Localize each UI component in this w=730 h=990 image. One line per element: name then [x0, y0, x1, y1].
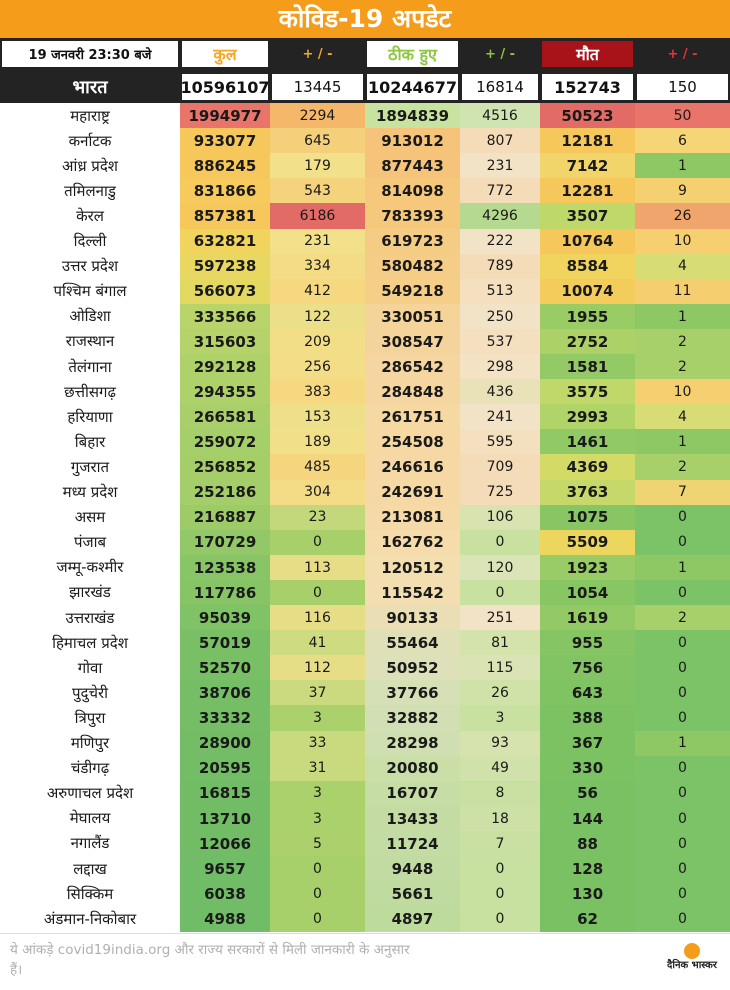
value-cell: 2 — [635, 354, 730, 380]
state-name: दिल्ली — [73, 232, 107, 251]
value-cell: 580482 — [365, 254, 460, 280]
table-row — [0, 530, 730, 555]
state-name: मणिपुर — [70, 734, 110, 753]
value-cell: 11724 — [365, 831, 460, 857]
value-cell: 4296 — [460, 203, 540, 229]
value-cell: 252186 — [180, 480, 270, 506]
value-cell: 26 — [635, 203, 730, 229]
value-cell: 292128 — [180, 354, 270, 380]
value-cell: 81 — [460, 630, 540, 656]
value-cell: 308547 — [365, 329, 460, 355]
value-cell: 12181 — [540, 128, 635, 154]
value-cell: 2 — [635, 329, 730, 355]
state-name: चंडीगढ़ — [70, 759, 110, 778]
value-cell: 2 — [635, 454, 730, 480]
value-cell: 120 — [460, 555, 540, 581]
value-cell: 9657 — [180, 856, 270, 882]
value-cell: 933077 — [180, 128, 270, 154]
value-cell: 88 — [540, 831, 635, 857]
value-cell: 9 — [635, 178, 730, 204]
value-cell: 16707 — [365, 781, 460, 807]
value-cell: 93 — [460, 731, 540, 757]
table-row — [0, 756, 730, 781]
value-cell: 144 — [540, 806, 635, 832]
india-total-row — [0, 70, 730, 103]
value-cell: 26 — [460, 680, 540, 706]
value-cell: 16815 — [180, 781, 270, 807]
value-cell: 38706 — [180, 680, 270, 706]
value-cell: 913012 — [365, 128, 460, 154]
column-header: + / - — [637, 41, 728, 67]
value-cell: 231 — [460, 153, 540, 179]
value-cell: 807 — [460, 128, 540, 154]
value-cell: 412 — [270, 279, 365, 305]
value-cell: 57019 — [180, 630, 270, 656]
value-cell: 0 — [635, 806, 730, 832]
value-cell: 259072 — [180, 429, 270, 455]
state-name: हरियाणा — [67, 407, 113, 426]
value-cell: 4988 — [180, 906, 270, 932]
state-name: उत्तराखंड — [65, 608, 115, 627]
state-name: पश्चिम बंगाल — [53, 282, 127, 301]
value-cell: 383 — [270, 379, 365, 405]
table-row — [0, 304, 730, 329]
value-cell: 28298 — [365, 731, 460, 757]
footer — [0, 933, 730, 990]
value-cell: 333566 — [180, 304, 270, 330]
value-cell: 597238 — [180, 254, 270, 280]
state-name: सिक्किम — [66, 884, 114, 903]
value-cell: 0 — [635, 906, 730, 932]
table-row — [0, 881, 730, 906]
value-cell: 286542 — [365, 354, 460, 380]
table-row — [0, 605, 730, 630]
table-row — [0, 480, 730, 505]
table-row — [0, 505, 730, 530]
value-cell: 7 — [635, 480, 730, 506]
value-cell: 250 — [460, 304, 540, 330]
state-name: राजस्थान — [65, 332, 115, 351]
value-cell: 3507 — [540, 203, 635, 229]
value-cell: 10764 — [540, 229, 635, 255]
value-cell: 241 — [460, 404, 540, 430]
india-value: 16814 — [462, 74, 538, 100]
table-row — [0, 404, 730, 429]
value-cell: 3 — [460, 705, 540, 731]
value-cell: 2294 — [270, 103, 365, 129]
value-cell: 619723 — [365, 229, 460, 255]
india-value: 10244677 — [367, 74, 458, 100]
value-cell: 52570 — [180, 655, 270, 681]
value-cell: 1894839 — [365, 103, 460, 129]
value-cell: 5661 — [365, 881, 460, 907]
value-cell: 0 — [635, 856, 730, 882]
value-cell: 55464 — [365, 630, 460, 656]
state-name: असम — [74, 508, 106, 527]
value-cell: 251 — [460, 605, 540, 631]
value-cell: 955 — [540, 630, 635, 656]
value-cell: 5509 — [540, 530, 635, 556]
table-row — [0, 279, 730, 304]
table-row — [0, 454, 730, 479]
value-cell: 10074 — [540, 279, 635, 305]
table-row — [0, 856, 730, 881]
value-cell: 645 — [270, 128, 365, 154]
value-cell: 117786 — [180, 580, 270, 606]
value-cell: 56 — [540, 781, 635, 807]
datetime-label: 19 जनवरी 23:30 बजे — [2, 41, 178, 67]
value-cell: 1619 — [540, 605, 635, 631]
value-cell: 189 — [270, 429, 365, 455]
column-header: + / - — [272, 41, 363, 67]
value-cell: 485 — [270, 454, 365, 480]
column-header: + / - — [462, 41, 538, 67]
value-cell: 388 — [540, 705, 635, 731]
value-cell: 1 — [635, 153, 730, 179]
value-cell: 6 — [635, 128, 730, 154]
state-name: पुदुचेरी — [71, 683, 109, 702]
value-cell: 170729 — [180, 530, 270, 556]
value-cell: 0 — [270, 530, 365, 556]
state-name: ओडिशा — [69, 307, 111, 326]
value-cell: 772 — [460, 178, 540, 204]
value-cell: 6186 — [270, 203, 365, 229]
value-cell: 213081 — [365, 505, 460, 531]
value-cell: 37 — [270, 680, 365, 706]
value-cell: 62 — [540, 906, 635, 932]
value-cell: 537 — [460, 329, 540, 355]
value-cell: 261751 — [365, 404, 460, 430]
value-cell: 330 — [540, 756, 635, 782]
state-name: लद्दाख — [73, 859, 107, 878]
value-cell: 1955 — [540, 304, 635, 330]
value-cell: 632821 — [180, 229, 270, 255]
value-cell: 0 — [270, 906, 365, 932]
table-row — [0, 329, 730, 354]
india-name: भारत — [72, 76, 108, 98]
india-value: 150 — [637, 74, 728, 100]
value-cell: 756 — [540, 655, 635, 681]
value-cell: 246616 — [365, 454, 460, 480]
value-cell: 12066 — [180, 831, 270, 857]
value-cell: 0 — [635, 505, 730, 531]
value-cell: 50 — [635, 103, 730, 129]
value-cell: 33 — [270, 731, 365, 757]
value-cell: 20080 — [365, 756, 460, 782]
value-cell: 6038 — [180, 881, 270, 907]
state-name: अरुणाचल प्रदेश — [46, 784, 134, 803]
value-cell: 643 — [540, 680, 635, 706]
state-name: महाराष्ट्र — [70, 106, 110, 125]
value-cell: 284848 — [365, 379, 460, 405]
value-cell: 106 — [460, 505, 540, 531]
value-cell: 1994977 — [180, 103, 270, 129]
table-row — [0, 906, 730, 931]
value-cell: 254508 — [365, 429, 460, 455]
table-row — [0, 781, 730, 806]
value-cell: 179 — [270, 153, 365, 179]
table-row — [0, 254, 730, 279]
value-cell: 814098 — [365, 178, 460, 204]
india-value: 152743 — [542, 74, 633, 100]
value-cell: 112 — [270, 655, 365, 681]
value-cell: 41 — [270, 630, 365, 656]
india-value: 10596107 — [182, 74, 268, 100]
value-cell: 1461 — [540, 429, 635, 455]
state-name: झारखंड — [69, 583, 111, 602]
value-cell: 436 — [460, 379, 540, 405]
table-row — [0, 831, 730, 856]
state-name: पंजाब — [73, 533, 107, 552]
value-cell: 115 — [460, 655, 540, 681]
table-row — [0, 806, 730, 831]
value-cell: 37766 — [365, 680, 460, 706]
value-cell: 3 — [270, 705, 365, 731]
value-cell: 116 — [270, 605, 365, 631]
value-cell: 1581 — [540, 354, 635, 380]
value-cell: 595 — [460, 429, 540, 455]
value-cell: 115542 — [365, 580, 460, 606]
value-cell: 209 — [270, 329, 365, 355]
value-cell: 0 — [460, 530, 540, 556]
value-cell: 113 — [270, 555, 365, 581]
value-cell: 549218 — [365, 279, 460, 305]
value-cell: 725 — [460, 480, 540, 506]
value-cell: 2 — [635, 605, 730, 631]
value-cell: 4897 — [365, 906, 460, 932]
value-cell: 7 — [460, 831, 540, 857]
value-cell: 50523 — [540, 103, 635, 129]
value-cell: 5 — [270, 831, 365, 857]
table-row — [0, 731, 730, 756]
table-row — [0, 103, 730, 128]
value-cell: 367 — [540, 731, 635, 757]
value-cell: 32882 — [365, 705, 460, 731]
table-row — [0, 680, 730, 705]
value-cell: 4516 — [460, 103, 540, 129]
value-cell: 33332 — [180, 705, 270, 731]
state-name: उत्तर प्रदेश — [61, 257, 119, 276]
table-row — [0, 655, 730, 680]
value-cell: 242691 — [365, 480, 460, 506]
value-cell: 122 — [270, 304, 365, 330]
value-cell: 543 — [270, 178, 365, 204]
value-cell: 857381 — [180, 203, 270, 229]
value-cell: 162762 — [365, 530, 460, 556]
value-cell: 315603 — [180, 329, 270, 355]
value-cell: 20595 — [180, 756, 270, 782]
value-cell: 513 — [460, 279, 540, 305]
value-cell: 0 — [460, 856, 540, 882]
value-cell: 4369 — [540, 454, 635, 480]
value-cell: 10 — [635, 379, 730, 405]
value-cell: 8584 — [540, 254, 635, 280]
value-cell: 123538 — [180, 555, 270, 581]
column-header: ठीक हुए — [367, 41, 458, 67]
value-cell: 0 — [635, 655, 730, 681]
value-cell: 2993 — [540, 404, 635, 430]
value-cell: 3 — [270, 781, 365, 807]
table-row — [0, 229, 730, 254]
value-cell: 298 — [460, 354, 540, 380]
value-cell: 50952 — [365, 655, 460, 681]
value-cell: 18 — [460, 806, 540, 832]
value-cell: 330051 — [365, 304, 460, 330]
value-cell: 3575 — [540, 379, 635, 405]
table-row — [0, 153, 730, 178]
value-cell: 222 — [460, 229, 540, 255]
state-name: हिमाचल प्रदेश — [52, 633, 128, 652]
value-cell: 783393 — [365, 203, 460, 229]
state-name: गुजरात — [70, 457, 110, 476]
value-cell: 0 — [635, 756, 730, 782]
value-cell: 334 — [270, 254, 365, 280]
value-cell: 789 — [460, 254, 540, 280]
table-row — [0, 203, 730, 228]
state-name: छत्तीसगढ़ — [64, 382, 116, 401]
state-name: कर्नाटक — [68, 131, 112, 150]
column-header: मौत — [542, 41, 633, 67]
value-cell: 11 — [635, 279, 730, 305]
state-name: आंध्र प्रदेश — [61, 156, 119, 175]
table-row — [0, 178, 730, 203]
value-cell: 0 — [270, 856, 365, 882]
value-cell: 10 — [635, 229, 730, 255]
value-cell: 266581 — [180, 404, 270, 430]
value-cell: 0 — [460, 906, 540, 932]
india-value: 13445 — [272, 74, 363, 100]
value-cell: 304 — [270, 480, 365, 506]
state-name: मध्य प्रदेश — [62, 483, 118, 502]
value-cell: 2752 — [540, 329, 635, 355]
value-cell: 1 — [635, 429, 730, 455]
table-row — [0, 128, 730, 153]
state-name: गोवा — [77, 658, 103, 677]
state-name: जम्मू-कश्मीर — [56, 558, 124, 577]
value-cell: 1923 — [540, 555, 635, 581]
logo-text: दैनिक भास्कर — [667, 960, 717, 971]
value-cell: 0 — [460, 580, 540, 606]
value-cell: 0 — [635, 705, 730, 731]
value-cell: 877443 — [365, 153, 460, 179]
value-cell: 1 — [635, 555, 730, 581]
source-note: ये आंकड़े covid19india.org और राज्य सरकारों से मिली जानकारी के अनुसार हैं। — [10, 942, 410, 978]
table-row — [0, 354, 730, 379]
dainik-bhaskar-logo — [664, 941, 720, 985]
table-row — [0, 705, 730, 730]
state-name: तमिलनाडु — [64, 181, 116, 200]
state-name: मेघालय — [69, 809, 111, 828]
column-header: कुल — [182, 41, 268, 67]
value-cell: 0 — [635, 881, 730, 907]
value-cell: 1075 — [540, 505, 635, 531]
page-title: कोविड-19 अपडेट — [0, 0, 730, 38]
value-cell: 4 — [635, 254, 730, 280]
value-cell: 3 — [270, 806, 365, 832]
value-cell: 1 — [635, 304, 730, 330]
value-cell: 1054 — [540, 580, 635, 606]
state-name: अंडमान-निकोबार — [43, 909, 137, 928]
value-cell: 0 — [635, 680, 730, 706]
value-cell: 831866 — [180, 178, 270, 204]
value-cell: 0 — [270, 580, 365, 606]
value-cell: 0 — [635, 580, 730, 606]
value-cell: 231 — [270, 229, 365, 255]
value-cell: 12281 — [540, 178, 635, 204]
value-cell: 23 — [270, 505, 365, 531]
sun-icon — [684, 943, 700, 959]
value-cell: 0 — [635, 781, 730, 807]
header-row — [0, 38, 730, 70]
value-cell: 566073 — [180, 279, 270, 305]
value-cell: 1 — [635, 731, 730, 757]
value-cell: 0 — [635, 530, 730, 556]
value-cell: 4 — [635, 404, 730, 430]
value-cell: 709 — [460, 454, 540, 480]
value-cell: 256852 — [180, 454, 270, 480]
state-name: बिहार — [74, 432, 106, 451]
value-cell: 9448 — [365, 856, 460, 882]
state-name: नगालैंड — [70, 834, 110, 853]
value-cell: 0 — [270, 881, 365, 907]
value-cell: 8 — [460, 781, 540, 807]
table-row — [0, 555, 730, 580]
value-cell: 120512 — [365, 555, 460, 581]
value-cell: 153 — [270, 404, 365, 430]
table-row — [0, 429, 730, 454]
value-cell: 90133 — [365, 605, 460, 631]
value-cell: 13433 — [365, 806, 460, 832]
table-row — [0, 379, 730, 404]
value-cell: 13710 — [180, 806, 270, 832]
value-cell: 0 — [635, 630, 730, 656]
value-cell: 28900 — [180, 731, 270, 757]
table-row — [0, 630, 730, 655]
state-name: त्रिपुरा — [74, 708, 106, 727]
state-name: तेलंगाना — [68, 357, 112, 376]
value-cell: 256 — [270, 354, 365, 380]
value-cell: 130 — [540, 881, 635, 907]
value-cell: 128 — [540, 856, 635, 882]
state-name: केरल — [76, 206, 104, 225]
value-cell: 31 — [270, 756, 365, 782]
value-cell: 216887 — [180, 505, 270, 531]
value-cell: 49 — [460, 756, 540, 782]
value-cell: 886245 — [180, 153, 270, 179]
value-cell: 0 — [635, 831, 730, 857]
value-cell: 7142 — [540, 153, 635, 179]
value-cell: 0 — [460, 881, 540, 907]
value-cell: 294355 — [180, 379, 270, 405]
table-row — [0, 580, 730, 605]
value-cell: 95039 — [180, 605, 270, 631]
value-cell: 3763 — [540, 480, 635, 506]
